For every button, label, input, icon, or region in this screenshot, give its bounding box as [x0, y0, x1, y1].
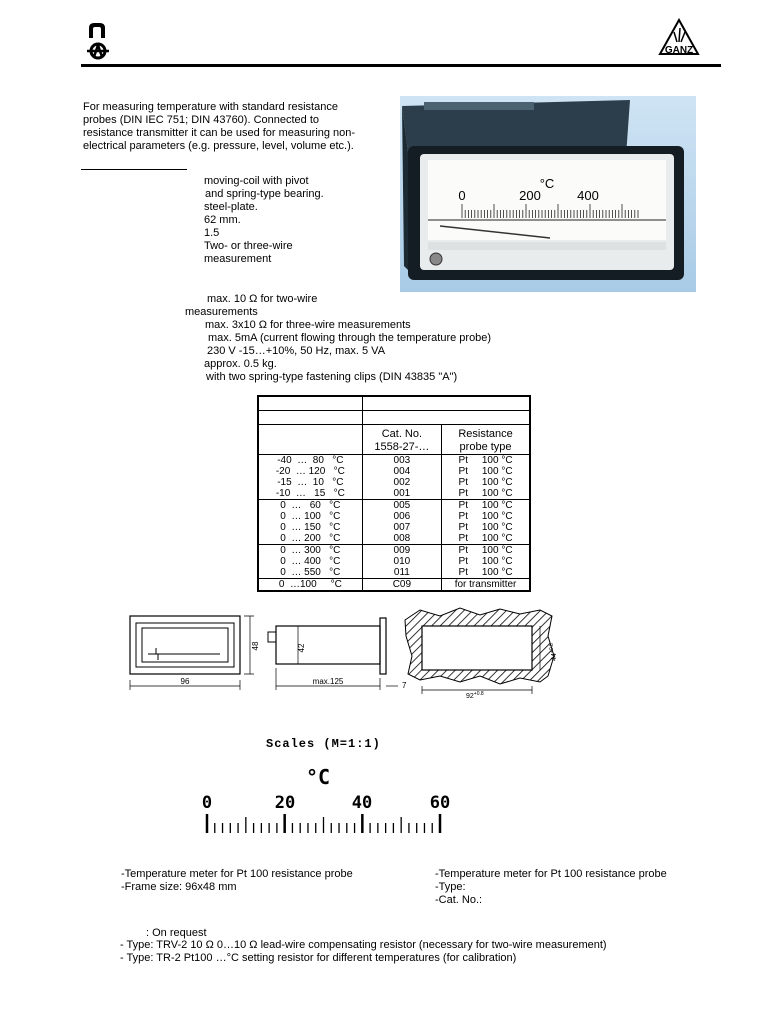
spec-three-wire: max. 3x10 Ω for three-wire measurements: [205, 319, 411, 331]
range-cell: 0 … 200 °C: [258, 533, 362, 545]
spec-scale-length: 62 mm.: [204, 214, 241, 226]
table-row: [258, 466, 530, 477]
scale-label-20: 20: [274, 793, 296, 813]
dim-92: 92: [466, 693, 474, 700]
probe-cell: Pt 100 °C: [458, 499, 513, 511]
scale-label-60: 60: [429, 793, 451, 813]
table-row: [258, 477, 530, 488]
order-right-1: -Temperature meter for Pt 100 resistance probe: [435, 868, 667, 880]
order-left-2: -Frame size: 96x48 mm: [121, 881, 237, 893]
svg-text:GANZ: GANZ: [664, 45, 694, 56]
scale-label-0: 0: [201, 793, 213, 813]
scale-drawing: [196, 760, 456, 840]
cat-no-cell: 011: [362, 567, 441, 579]
table-row: [258, 533, 530, 545]
table-row: [258, 488, 530, 500]
spec-case: steel-plate.: [204, 201, 258, 213]
table-row: [258, 499, 530, 511]
probe-cell: Pt 100 °C: [458, 454, 513, 466]
cat-no-cell: 002: [362, 477, 441, 488]
cat-no-cell: C09: [362, 578, 441, 591]
table-row: [258, 511, 530, 522]
photo-unit: °C: [539, 176, 555, 191]
probe-cell: for transmitter: [442, 578, 530, 591]
dim-42: 42: [297, 643, 306, 653]
svg-text:92+0.8: [466, 691, 484, 700]
dim-44-tol: +0.8: [549, 643, 555, 654]
spec-bearing: and spring-type bearing.: [205, 188, 324, 200]
table-row: [258, 556, 530, 567]
cat-no-cell: 009: [362, 544, 441, 556]
probe-cell: Pt 100 °C: [458, 476, 513, 488]
cat-no-cell: 005: [362, 499, 441, 511]
probe-cell: Pt 100 °C: [442, 567, 530, 579]
range-cell: -15 … 10 °C: [258, 477, 362, 488]
dim-7: 7: [402, 681, 407, 690]
accessory-tr2: - Type: TR-2 Pt100 …°C setting resistor for different temperatures (for calibration): [120, 952, 517, 964]
spec-mounting: with two spring-type fastening clips (DIN 43835 "A"): [206, 371, 458, 383]
range-cell: 0 … 550 °C: [258, 567, 362, 579]
range-cell: 0 …100 °C: [258, 578, 362, 591]
company-logo-left: [84, 20, 114, 60]
range-cell: -20 … 120 °C: [258, 466, 362, 477]
dim-96: 96: [180, 677, 190, 686]
range-cell: 0 … 400 °C: [258, 556, 362, 567]
instrument-photo: [400, 96, 696, 292]
cat-no-cell: 004: [362, 466, 441, 477]
spec-connection: Two- or three-wire: [204, 240, 293, 252]
order-right-3: -Cat. No.:: [435, 894, 483, 906]
spec-lead-resistance-2: measurements: [185, 306, 258, 318]
cat-no-cell: 006: [362, 511, 441, 522]
intro-text: For measuring temperature with standard resistance probes (DIN IEC 751; DIN 43760). Connected to resistance transmitter it can be used for measuring non- electrical parameters (e.g. pressure, level, volume etc.).: [83, 101, 356, 152]
order-right-2: -Type:: [435, 881, 466, 893]
dim-max125: max.125: [312, 677, 344, 686]
accessories-note: : On request: [146, 927, 207, 939]
table-row: [258, 454, 530, 466]
scale-ticks: [207, 814, 440, 833]
cat-no-cell: 008: [362, 533, 441, 545]
cat-no-cell: 007: [362, 522, 441, 533]
photo-scale-0: 0: [458, 188, 466, 203]
dimension-drawing: [120, 606, 570, 700]
range-cell: 0 … 60 °C: [258, 499, 362, 511]
dim-92-tol: +0.8: [473, 691, 484, 697]
scale-unit: °C: [305, 765, 331, 789]
accessory-trv2: - Type: TRV-2 10 Ω 0…10 Ω lead-wire compensating resistor (necessary for two-wire measurement): [120, 939, 607, 951]
table-row: [258, 567, 530, 579]
range-cell: -10 … 15 °C: [258, 488, 362, 500]
ganz-logo: [657, 18, 701, 58]
range-cell: 0 … 300 °C: [258, 544, 362, 556]
probe-cell: Pt 100 °C: [442, 488, 530, 500]
range-cell: 0 … 100 °C: [258, 511, 362, 522]
dim-44: 44: [551, 653, 558, 661]
catalogue-table: [257, 395, 531, 592]
header-rule: [81, 64, 721, 67]
spec-accuracy: 1.5: [204, 227, 220, 239]
col-cat-no: Cat. No. 1558-27-…: [362, 424, 441, 454]
spec-lead-resistance: max. 10 Ω for two-wire: [207, 293, 318, 305]
col-probe-type: Resistance probe type: [442, 424, 530, 454]
scales-title: Scales (M=1:1): [266, 737, 381, 751]
cat-no-cell: 010: [362, 556, 441, 567]
cat-no-cell: 001: [362, 488, 441, 500]
table-row: [258, 522, 530, 533]
order-left-1: -Temperature meter for Pt 100 resistance probe: [121, 868, 353, 880]
range-cell: -40 … 80 °C: [258, 454, 362, 466]
svg-text:44+0.8: [549, 643, 558, 661]
scale-label-40: 40: [351, 793, 373, 813]
probe-cell: Pt 100 °C: [442, 533, 530, 545]
spec-connection-2: measurement: [204, 253, 272, 265]
probe-cell: Pt 100 °C: [458, 555, 513, 567]
probe-cell: Pt 100 °C: [458, 521, 513, 533]
range-cell: 0 … 150 °C: [258, 522, 362, 533]
probe-cell: Pt 100 °C: [458, 465, 513, 477]
photo-scale-200: 200: [519, 188, 541, 203]
spec-current: max. 5mA (current flowing through the temperature probe): [208, 332, 492, 344]
cat-no-cell: 003: [362, 454, 441, 466]
spec-movement: moving-coil with pivot: [204, 175, 309, 187]
probe-cell: Pt 100 °C: [458, 544, 513, 556]
spec-power: 230 V -15…+10%, 50 Hz, max. 5 VA: [207, 345, 386, 357]
photo-scale-400: 400: [577, 188, 599, 203]
probe-cell: Pt 100 °C: [458, 510, 513, 522]
section-rule: [81, 169, 187, 170]
dim-48: 48: [251, 641, 260, 651]
table-row: [258, 544, 530, 556]
table-row: [258, 578, 530, 591]
spec-weight: approx. 0.5 kg.: [204, 358, 277, 370]
